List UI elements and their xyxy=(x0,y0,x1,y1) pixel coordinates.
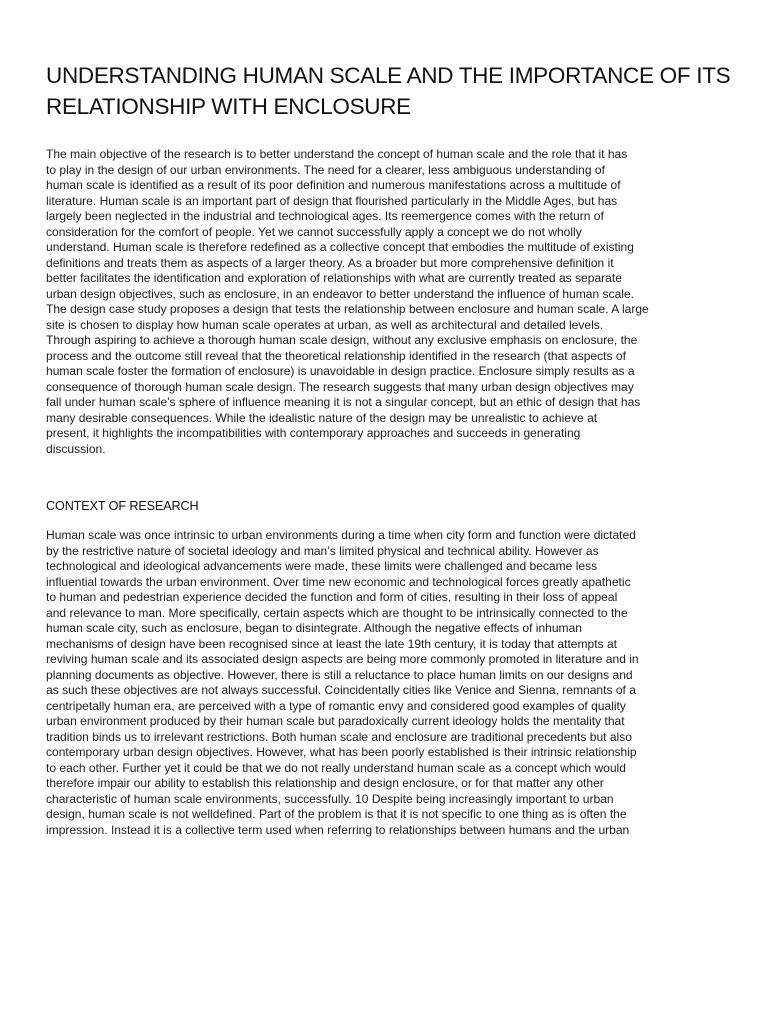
text-line: to human and pedestrian experience decided the function and form of cities, resulting in their loss of appeal xyxy=(46,590,618,604)
text-line: therefore impair our ability to establish this relationship and design enclosure, or for that matter any other xyxy=(46,776,604,790)
text-line: influential towards the urban environment. Over time new economic and technological forces greatly apathetic xyxy=(46,574,631,589)
text-line: consequence of thorough human scale design. The research suggests that many urban design objectives may xyxy=(46,379,634,394)
text-line: as such these objectives are not always successful. Coincidentally cities like Venice and Sienna, remnants of a xyxy=(46,683,636,697)
text-line: The design case study proposes a design that tests the relationship between enclosure and human scale. A large xyxy=(46,302,649,316)
title-line: UNDERSTANDING HUMAN SCALE AND THE IMPORTANCE OF ITS xyxy=(46,63,731,88)
text-line: and relevance to man. More specifically, certain aspects which are thought to be intrinsically connected to the xyxy=(46,605,628,620)
title-line: RELATIONSHIP WITH ENCLOSURE xyxy=(46,94,411,119)
text-line: understand. Human scale is therefore redefined as a collective concept that embodies the multitude of existing xyxy=(46,240,634,254)
text-line: human scale is identified as a result of its poor definition and numerous manifestations across a multitude of xyxy=(46,178,621,192)
text-line: Human scale was once intrinsic to urban environments during a time when city form and function were dictated xyxy=(46,528,636,542)
text-line: process and the outcome still reveal that the theoretical relationship identified in the research (that aspects of xyxy=(46,348,626,363)
text-line: planning documents as objective. However, there is still a reluctance to place human limits on our designs and xyxy=(46,667,633,682)
text-line: present, it highlights the incompatibilities with contemporary approaches and succeeds in generating xyxy=(46,426,581,440)
text-line: technological and ideological advancements were made, these limits were challenged and became less xyxy=(46,559,598,573)
abstract-paragraph xyxy=(46,147,726,457)
text-line: tradition binds us to irrelevant restrictions. Both human scale and enclosure are traditional precedents but also xyxy=(46,729,632,744)
text-line: consideration for the comfort of people. Yet we cannot successfully apply a concept we do not wholly xyxy=(46,224,582,239)
text-line: better facilitates the identification and exploration of relationships with what are currently treated as separate xyxy=(46,271,622,285)
text-line: Through aspiring to achieve a thorough human scale design, without any exclusive emphasis on enclosure, the xyxy=(46,333,638,347)
text-line: contemporary urban design objectives. However, what has been poorly established is their intrinsic relationship xyxy=(46,745,637,759)
text-line: definitions and treats them as aspects of a larger theory. As a broader but more comprehensive definition it xyxy=(46,255,614,270)
document-title xyxy=(46,60,731,122)
text-line: human scale city, such as enclosure, began to disintegrate. Although the negative effects of inhuman xyxy=(46,621,582,635)
section-heading: CONTEXT OF RESEARCH xyxy=(46,499,199,513)
text-line: urban design objectives, such as enclosure, in an endeavor to better understand the influence of human scale. xyxy=(46,286,634,301)
text-line: fall under human scale's sphere of influence meaning it is not a singular concept, but an ethic of design that has xyxy=(46,395,641,409)
text-line: impression. Instead it is a collective term used when referring to relationships between humans and the urban xyxy=(46,822,630,837)
text-line: many desirable consequences. While the idealistic nature of the design may be unrealistic to achieve at xyxy=(46,410,598,425)
text-line: urban environment produced by their human scale but paradoxically current ideology holds the mentality that xyxy=(46,714,625,728)
text-line: mechanisms of design have been recognised since at least the late 19th century, it is today that attempts at xyxy=(46,636,617,651)
document-page xyxy=(46,60,731,838)
text-line: largely been neglected in the industrial and technological ages. Its reemergence comes with the return of xyxy=(46,209,604,223)
text-line: site is chosen to display how human scale operates at urban, as well as architectural and detailed levels. xyxy=(46,317,604,332)
text-line: characteristic of human scale environments, successfully. 10 Despite being increasingly important to urban xyxy=(46,791,614,806)
text-line: design, human scale is not welldefined. Part of the problem is that it is not specific to one thing as is often the xyxy=(46,807,627,821)
text-line: reviving human scale and its associated design aspects are being more commonly promoted in literature and in xyxy=(46,652,639,666)
text-line: by the restrictive nature of societal ideology and man’s limited physical and technical ability. However as xyxy=(46,543,599,558)
text-line: literature. Human scale is an important part of design that flourished particularly in the Middle Ages, but has xyxy=(46,193,618,208)
text-line: centripetally human era, are perceived with a type of romantic envy and considered good examples of quality xyxy=(46,698,626,713)
text-line: human scale foster the formation of enclosure) is unavoidable in design practice. Enclosure simply results as a xyxy=(46,364,635,378)
text-line: discussion. xyxy=(46,441,106,456)
text-line: to each other. Further yet it could be that we do not really understand human scale as a concept which would xyxy=(46,760,626,775)
text-line: The main objective of the research is to better understand the concept of human scale and the role that it has xyxy=(46,147,628,161)
context-paragraph xyxy=(46,528,726,838)
text-line: to play in the design of our urban environments. The need for a clearer, less ambiguous understanding of xyxy=(46,162,605,177)
